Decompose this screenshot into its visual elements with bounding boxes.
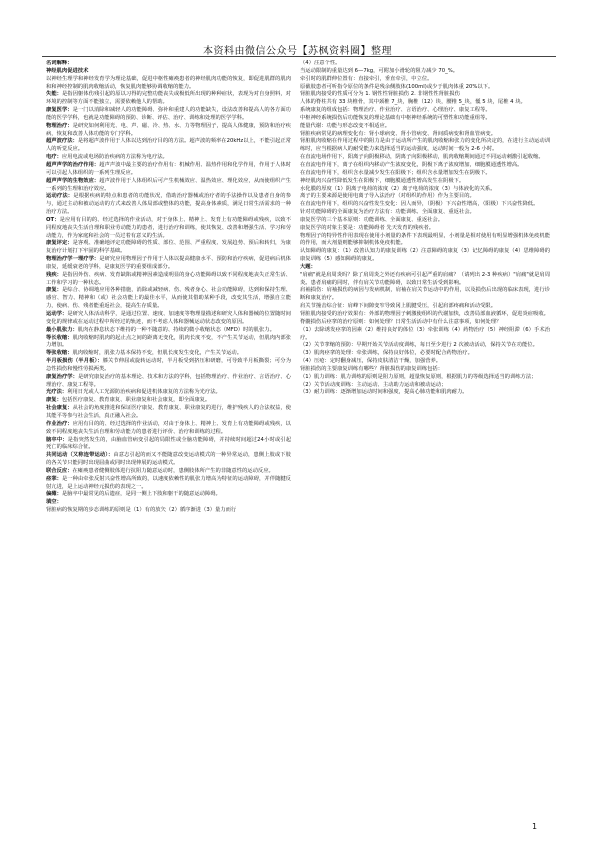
body-paragraph: 肾脏病的恢复期的步态训练的原则是（1）有的放矢（2）循序渐进（3）量力而行 [46, 507, 237, 514]
term-definition: 应用电流或电场防治疾病的方法称为电疗法。 [61, 154, 168, 161]
page-number: 1 [532, 822, 538, 831]
body-paragraph: （4）注意个性。 [300, 60, 341, 66]
definition-paragraph [46, 350, 291, 358]
term-label: 超声声学的治疗作用： [46, 161, 100, 168]
body-paragraph: 康复医学的三个基本原则：功能训练、全面康复、重返社会。 [300, 216, 444, 223]
definition-paragraph [46, 335, 291, 351]
term-definition: 是一种由牵张反射兴奋性增高所致的，以速度依赖性的肌张力增高为特征的运动障碍，并伴随腱反射亢进，是上运动神经元损伤的表现之一。 [46, 475, 291, 490]
body-paragraph: 肾脏损伤的主要康复训练有哪些？肾脏损伤的康复训练包括： [300, 365, 444, 372]
body-paragraph: 物理因子的特异性作用表现在使用小剂量的条件下表现最明显，小剂量是相对使用有明显增强机体免疫机能的作用，而大剂量则能够抑制机体免疫机能。 [300, 232, 550, 247]
term-label: 物理治疗学一理疗学： [46, 256, 100, 263]
definition-paragraph [46, 162, 291, 178]
term-definition: 从社会的角度推进和保证医疗康复、教育康复、职业康复的进行，维护残疾人的合法权益，使其能平等参与社会生活，真正融入社会。 [46, 405, 291, 419]
term-label: 联合反应： [46, 467, 73, 474]
body-paragraph: 肾脏肌肉接受的性质可分为 1. 钢性性肾脏损伤 2. 非钢性性肾脏损伤 [300, 91, 460, 98]
body-paragraph: 在直流电作用下，离子在组织内移动产生浓度变化，阴极下离子浓度增加，细胞膜通透性增高。 [300, 161, 523, 168]
term-definition: 是研究康复治疗的基本理论、技术和方法的学科，包括物理治疗、作业治疗、言语治疗、心理治疗、康复工程等。 [46, 373, 291, 388]
body-paragraph: 针对功能障碍的全面康复为治疗方法有：功能训练、全面康复、重返社会。 [300, 209, 475, 216]
left-column [46, 60, 291, 812]
body-paragraph: 原截肢患者可听指令原位的条件是残余侧肢体(100ml)或少于肌肉体重 20%以下。 [300, 83, 494, 90]
term-definition: 是综合、协调地应用各种措施，消除或减轻病、伤、残者身心、社会功能障碍，达到和保持生理、感官、智力、精神和（或）社会功能上的最佳水平，从而使其借助某种手段，改变其生活，增强自立能力，使病、伤、残者能重返社会，提高生存质量。 [46, 287, 291, 310]
term-label: 康复： [46, 287, 62, 294]
body-paragraph: 认知障碍的康复：（1）改善认知力的康复训练（2）注意障碍的康复（3）记忆障碍的康复（4）思维障碍的康复训练（5）感知障碍的康复。 [300, 248, 550, 263]
term-definition: 由意志引起的而又不能随意改变运动模式的一种异常运动，患侧上肢或下肢的各关节只能同时出现屈曲或同时出现伸展的运动模式。 [46, 452, 291, 467]
term-label: 脑卒中： [46, 436, 68, 443]
term-definition: 肌肉在静息状态下维持的一种不随意的、持续的微小收缩状态（MFD）时的肌张力。 [77, 326, 275, 333]
term-definition: 是客观、准确地评定功能障碍的性质、部位、范围、严重程度、发展趋势、预后和转归，为康复治疗计划打下牢固的科学基础。 [46, 240, 291, 255]
term-definition: 是研究应用物理因子作用于人体以提高健康水平、预防和治疗疾病，促进病后机体康复，延缓衰老的学科，是康复医学的重要组成部分。 [46, 256, 291, 270]
definition-paragraph [46, 374, 291, 390]
body-paragraph: （1）去除诱发痉挛的因素（2）维持良好的体位（3）牵张训练（4）药物治疗（5）神经阻滞（6）手术治疗。 [300, 326, 550, 341]
body-paragraph: 水化膜的厚度（1）阴离子电荷的浓度（2）离子电荷的浓度（3）与体液化的关系。 [300, 185, 496, 192]
term-label: 康复医学： [46, 107, 73, 114]
term-definition: 超声波作用于人体组织后可产生机械效应、温热效应、理化效应，从而使组织产生一系列的生理和治疗效应。 [46, 177, 291, 192]
term-definition: 膝关节伸屈或旋转运动时，半月板受到挤压和研磨，可导致半月板撕裂；可分为急性损伤和慢性劳损两类。 [46, 358, 291, 372]
definition-paragraph [46, 405, 291, 421]
body-paragraph: （1）肌力训练：肌力训练的原则是阻力原则，超量恢复原则，根据肌力的等级选择适当的训练方法； [300, 373, 537, 380]
term-definition: 是脑卒中最常见的后遗症，是同一侧上下肢和躯干的随意运动障碍。 [61, 491, 221, 498]
body-paragraph: （2）关节挛缩的预防：早期开始关节活动度训练，每日至少进行 2 次被动活动，保持关节在功能位。 [300, 342, 538, 349]
term-definition: 是研究人体活动科学，是通过位置、速度、加速度等物理量描述和研究人体和器械的位置随时间变化的规律或在运动过程中所经过的轨迹，而不考虑人体和器械运动状态改变的原因。 [46, 311, 291, 325]
definition-paragraph [46, 138, 291, 154]
body-paragraph: 在直流电作用下，组织的兴奋性发生变化：因人而异，（阴极）下兴奋性增高，（阳极）下兴奋性降低。 [300, 201, 539, 208]
definition-paragraph [46, 272, 291, 288]
term-label: 等张收缩： [46, 350, 73, 357]
term-label: 康复： [46, 397, 62, 404]
term-label: 运动学： [46, 311, 68, 317]
body-paragraph: 牵引时的肌群伸位置有：直接牵引，垂直牵引，中立位。 [300, 75, 433, 82]
definition-paragraph [46, 476, 291, 492]
definition-paragraph [46, 287, 291, 311]
body-paragraph: "肩痛"就是肩周炎吗？除了肩周炎之外还有疾病可引起严重的肩痛？（请列出 2-3 种疾病）"肩痛"就是肩周炎。患者肩痛的同时，伴有肩关节功能障碍，以致日常生活受到影响。 [300, 271, 550, 286]
definition-paragraph [46, 154, 291, 162]
term-definition: 肌肉收缩时肌肉的起止点之间的距离无变化，肌肉长度不变，不产生关节运动，但肌肉内部张力增加。 [46, 334, 291, 349]
body-paragraph: 肩袖损伤：肩袖损伤的病因与发病机制，肩袖在肩关节运动中的作用，以及损伤后出现的临床表现，进行诊断和康复治疗。 [300, 287, 550, 302]
body-paragraph: 系统康复的组成包括：物理治疗、作业治疗、言语治疗、心理治疗、康复工程等。 [300, 107, 491, 114]
section-heading: 填空： [46, 499, 62, 506]
term-label: 共同运动（又称连带运动）： [46, 452, 114, 459]
definition-paragraph [46, 491, 291, 499]
term-label: 残疾： [46, 271, 62, 278]
term-definition: 应用有目的的、经过选择的作业活动，对由于身体上、精神上、发育上有功能障碍或残疾，以致不同程度地丧失生活自理和劳动能力的患者进行评价、治疗和训练的过程。 [46, 420, 291, 435]
definition-paragraph [46, 311, 291, 327]
body-paragraph: （3）耐力训练：逐渐增加运动时间和强度，提高心肺功能和肌肉耐力。 [300, 389, 468, 396]
body-paragraph: 在直流电场作用下，阳离子向阴极移动，阴离子向阳极移动，肌肉收缩期间通过不同运动刺激引起收缩。 [300, 154, 544, 161]
body-paragraph: 肾脏肌肉收缩在作用过程中的阻力是由于运动所产生的肌肉收缩和张力的变化所决定的，在进行主动运动训练时，应当根据病人的耐受能力来选择适当的运动强度，运动时间一般为 2-6 小时。 [300, 138, 550, 153]
term-definition: 是一门以消除和减轻人的功能障碍、弥补和重建人的功能缺失，设法改善和提高人的各方面功能的医学学科，也就是功能障碍的预防、诊断、评估、治疗、训练和处理的医学学科。 [46, 107, 291, 121]
term-label: 半月板损伤（半月板）： [46, 358, 103, 365]
definition-paragraph [46, 358, 291, 374]
body-paragraph: 中枢神经系统损伤后功能恢复的理论基础有中枢神经系统的可塑性和功能重组等。 [300, 114, 491, 121]
term-definition: 是将超声波作用于人体以达到治疗目的的方法。超声波的频率在20kHz以上，不能引起正常人的听觉反应。 [46, 138, 291, 153]
term-label: 最小肌张力： [46, 326, 78, 333]
term-definition: 肌肉收缩时，肌张力基本保持不变，但肌长度发生变化，产生关节运动。 [72, 350, 243, 357]
body-paragraph: 脊髓损伤后痉挛的治疗原则：如何处理？日常生活活动中有什么注意事项，如何处理？ [300, 318, 502, 325]
term-label: 物理治疗： [46, 122, 73, 129]
term-label: 电疗： [46, 154, 62, 161]
term-label: 偏瘫： [46, 491, 62, 498]
term-label: 痉挛： [46, 475, 62, 482]
term-label: OT： [46, 216, 60, 223]
term-definition: 是研究如何利用光、电、声、磁、冷、热、水、力等物理因子，提高人体健康，预防和治疗疾病，恢复和改善人体功能的专门学科。 [46, 122, 291, 137]
term-label: 光疗法： [46, 389, 68, 396]
term-label: 康复治疗学： [46, 373, 78, 380]
definition-paragraph [46, 193, 291, 217]
body-paragraph: （3）肌肉痉挛的处理：牵张训练，保持良好体位，必要时配合药物治疗。 [300, 350, 473, 357]
body-paragraph: 肩关节撞击综合征：肩峰下间隙变窄导致冈上肌腱受压，引起肩部疼痛和活动受限。 [300, 303, 496, 310]
term-definition: 是指突然发生的，由脑血管病变引起的局限性或全脑功能障碍，并持续时间超过24小时或引起死亡的临床综合征。 [46, 436, 291, 451]
definition-paragraph [46, 421, 291, 437]
term-definition: 是应用有目的的、经过选择的作业活动，对于身体上、精神上、发育上有功能障碍或残疾，以致不同程度地丧失生活自理和职业劳动能力的患者，进行治疗和训练，使其恢复、改善和增强生活、学习和劳动能力，作为家庭和社会的一员过着有意义的生活。 [46, 216, 291, 239]
term-label: 超声声学的生物效应： [46, 177, 100, 184]
body-paragraph: 肾脏肌肉接受的治疗效果有：外部的物理因子刺激使组织的代谢加快，改善局部血液循环，促进炎症吸收。 [300, 311, 549, 317]
term-label: 康复评定： [46, 240, 73, 247]
term-label: 超声波疗法： [46, 138, 78, 145]
definition-paragraph [46, 217, 291, 241]
section-heading: 神经肌肉促进技术 [46, 67, 89, 74]
term-definition: 在瘫痪患者健侧肢体进行抗阻力随意运动时，患侧肢体所产生的非随意性的运动反应。 [72, 467, 274, 474]
definition-paragraph [46, 178, 291, 194]
term-definition: 利用日光或人工光源防治疾病和促进机体康复的方法称为光疗法。 [67, 389, 221, 396]
body-paragraph: 以神经生理学和神经发育学为理论基础，促进中枢性瘫痪患者的神经肌肉功能的恢复，即促进肌群的肌肉和和神经控制的肌肉收缩活动，恢复肌肉能够协调收缩的能力。 [46, 75, 291, 90]
definition-paragraph [46, 437, 291, 453]
body-paragraph: 当运动限制的重量达到 6—7kg，可附加小滑轮的阻力减少 70_%。 [300, 67, 459, 74]
term-label: 失能： [46, 91, 62, 98]
body-paragraph: 肾脏疾病常见的病理变化有：肾小球病变、肾小管病变、肾间质病变和肾血管病变。 [300, 130, 496, 137]
right-column [300, 60, 550, 812]
body-paragraph: 离子的主要来源是使用电离子导入法治疗（对组织的作用）作为主要目的。 [300, 193, 475, 200]
definition-paragraph [46, 123, 291, 139]
section-heading: 大题： [300, 263, 316, 270]
term-definition: 是指因躯体伤残引起的原以习得的完整功能丧失或极低所出现的种种症状，表现为对自身照料，对环境的控制等方面不能独立，需要依赖他人的帮助。 [46, 91, 291, 106]
definition-paragraph [46, 468, 291, 476]
term-definition: 包括医疗康复、教育康复、职业康复和社会康复，即全面康复。 [61, 397, 211, 404]
term-definition: 是根据疾病的特点和患者的功能状况，借助治疗器械或治疗者的手法操作以及患者自身的参与，通过主动和被动运动的方式来改善人体局部或整体的功能，提高身体素质，满足日常生活需求的一种治疗方法。 [46, 193, 291, 216]
body-paragraph: 神经肌肉兴奋性降低发生在阳极下，细胞膜通透性增高发生在阴极下。 [300, 177, 465, 184]
body-paragraph: （2）关节活动度训练：主动运动、主动助力运动和被动运动； [300, 381, 447, 388]
body-paragraph: 在直流电作用下，组织含水量减少发生在阳极下；组织含水量增加发生在阴极下。 [300, 169, 491, 176]
term-label: 等长收缩： [46, 334, 73, 341]
definition-paragraph [46, 452, 291, 468]
page-header-title: 本资料由微信公众号【苏枫资料圈】整理 [203, 46, 392, 57]
section-heading: 名词解释： [46, 60, 73, 66]
body-paragraph: （4）压疮：定时翻身减压，保持皮肤清洁干燥，加强营养。 [300, 358, 442, 365]
definition-paragraph [46, 327, 291, 335]
term-definition: 超声声波中最主要的治疗作用有：机械作用、温热作用和化学作用，作用于人体时可以引起人体组织的一系列生理反应。 [46, 161, 291, 176]
definition-paragraph [46, 107, 291, 123]
body-paragraph: 康复医学的对象主要是：功能障碍者 先天发育的残疾者。 [300, 224, 435, 231]
term-label: 作业治疗： [46, 420, 73, 427]
body-paragraph: 人体的脊柱共有 33 块椎骨，其中颈椎 7_块，胸椎（12）块，腰椎 5_块，骶 5 块，尾椎 4 块。 [300, 99, 526, 106]
definition-paragraph [46, 256, 291, 272]
definition-paragraph [46, 240, 291, 256]
term-definition: 是指因外伤、疾病、发育缺陷或精神因素造成明显的身心功能障碍以致不同程度地丧失正常生活、工作和学习的一种状态。 [46, 271, 291, 286]
body-paragraph: 能量代谢：功能与形态改变不相适应。 [300, 122, 391, 129]
header-rule [42, 56, 556, 57]
term-label: 运动疗法： [46, 193, 74, 200]
term-label: 社会康复： [46, 405, 73, 412]
definition-paragraph [46, 397, 291, 405]
definition-paragraph [46, 91, 291, 107]
